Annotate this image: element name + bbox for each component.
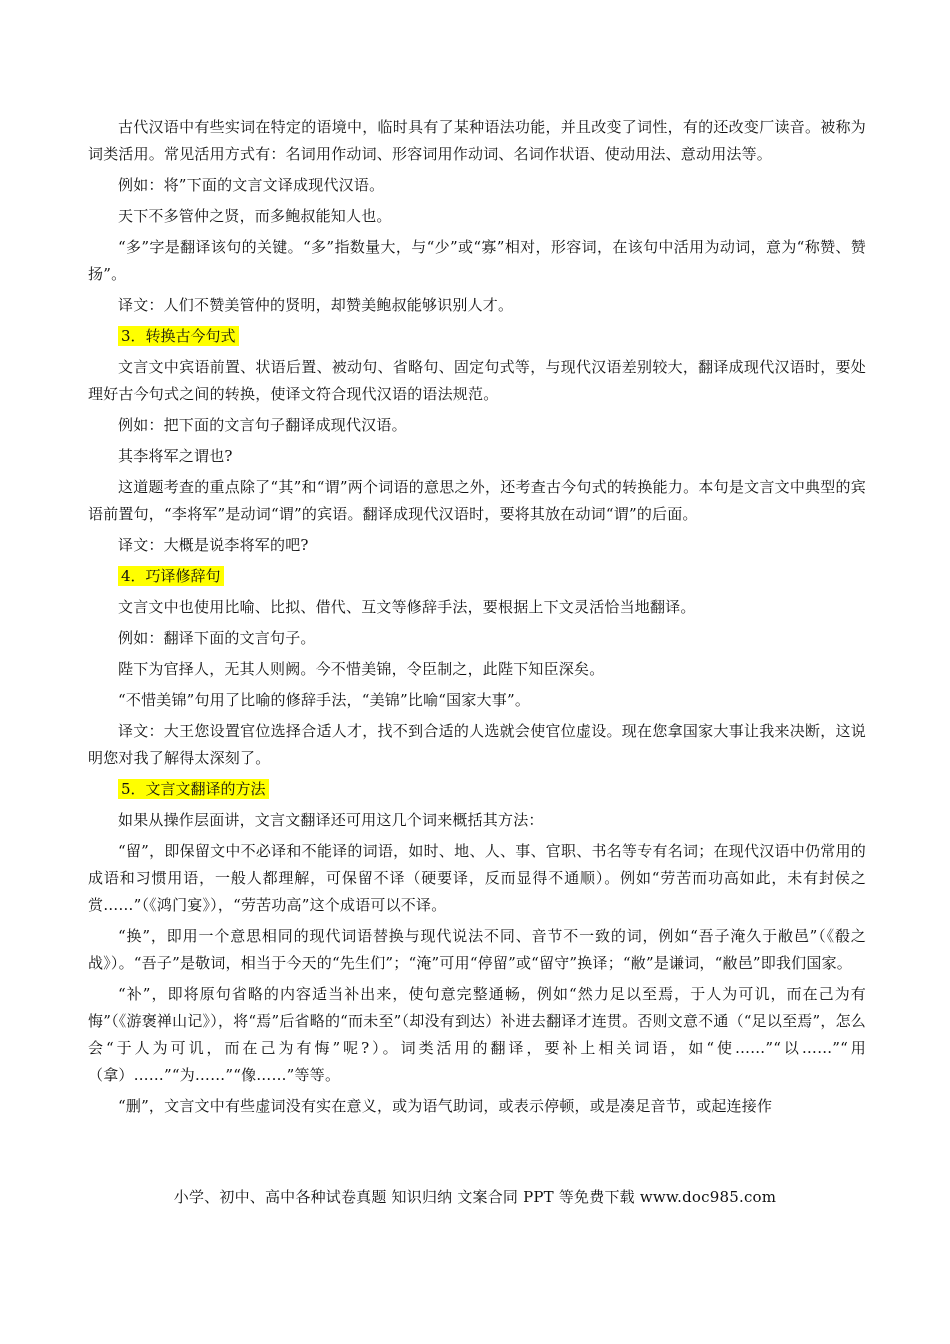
paragraph: “换”，即用一个意思相同的现代词语替换与现代说法不同、音节不一致的词，例如“吾子淹久于敝邑”（《殽之战》）。“吾子”是敬词，相当于今天的“先生们”；“淹”可用“停留”或“留守”换译；“敝”是谦词，“敝邑”即我们国家。: [88, 927, 866, 972]
paragraph: 译文：大概是说李将军的吧?: [118, 536, 309, 554]
section-heading-3: [88, 323, 866, 350]
paragraph: “补”，即将原句省略的内容适当补出来，使句意完整通畅，例如“然力足以至焉，于人为可讥，而在己为有悔”（《游褒禅山记》），将“焉”后省略的“而未至”（却没有到达）补进去翻译才连贯。否则文意不通（“足以至焉”，怎么会“于人为可讥，而在己为有悔”呢?）。词类活用的翻译，要补上相关词语，如“使……”“以……”“用（拿）……”“为……”“像……”等等。: [88, 985, 866, 1084]
paragraph: 例如：把下面的文言句子翻译成现代汉语。: [118, 416, 407, 434]
paragraph: 译文：人们不赞美管仲的贤明，却赞美鲍叔能够识别人才。: [118, 296, 514, 314]
section-heading-4: [88, 563, 866, 590]
paragraph: “多”字是翻译该句的关键。“多”指数量大，与“少”或“寡”相对，形容词，在该句中活用为动词，意为“称赞、赞扬”。: [88, 238, 866, 283]
paragraph: 译文：大王您设置官位选择合适人才，找不到合适的人选就会使官位虚设。现在您拿国家大事让我来决断，这说明您对我了解得太深刻了。: [88, 722, 866, 767]
highlighted-heading-text: 5．文言文翻译的方法: [118, 779, 269, 799]
paragraph: 文言文中宾语前置、状语后置、被动句、省略句、固定句式等，与现代汉语差别较大，翻译成现代汉语时，要处理好古今句式之间的转换，使译文符合现代汉语的语法规范。: [88, 358, 866, 403]
paragraph: “不惜美锦”句用了比喻的修辞手法，“美锦”比喻“国家大事”。: [118, 691, 531, 709]
paragraph: 天下不多管仲之贤，而多鲍叔能知人也。: [118, 207, 392, 225]
page-footer: 小学、初中、高中各种试卷真题 知识归纳 文案合同 PPT 等免费下载 www.doc985.com: [173, 1188, 777, 1206]
paragraph: 例如：将”下面的文言文译成现代汉语。: [118, 176, 385, 194]
paragraph: “留”，即保留文中不必译和不能译的词语，如时、地、人、事、官职、书名等专有名词；在现代汉语中仍常用的成语和习惯用语，一般人都理解，可保留不译（硬要译，反而显得不通顺）。例如“劳苦而功高如此，未有封侯之赏……”（《鸿门宴》），“劳苦功高”这个成语可以不译。: [88, 842, 866, 914]
section-heading-5: [88, 776, 866, 803]
paragraph: 例如：翻译下面的文言句子。: [118, 629, 316, 647]
highlighted-heading-text: 3．转换古今句式: [118, 326, 239, 346]
paragraph: “删”，文言文中有些虚词没有实在意义，或为语气助词，或表示停顿，或是凑足音节，或起连接作: [118, 1097, 773, 1115]
paragraph: 如果从操作层面讲，文言文翻译还可用这几个词来概括其方法：: [118, 811, 544, 829]
document-body: [88, 114, 866, 1124]
paragraph: 古代汉语中有些实词在特定的语境中，临时具有了某种语法功能，并且改变了词性，有的还改变厂读音。被称为词类活用。常见活用方式有：名词用作动词、形容词用作动词、名词作状语、使动用法、意动用法等。: [88, 118, 866, 163]
paragraph: 其李将军之谓也?: [118, 447, 233, 465]
paragraph: 陛下为官择人，无其人则阙。今不惜美锦，令臣制之，此陛下知臣深矣。: [118, 660, 605, 678]
highlighted-heading-text: 4．巧译修辞句: [118, 566, 224, 586]
paragraph: 这道题考查的重点除了“其”和“谓”两个词语的意思之外，还考查古今句式的转换能力。本句是文言文中典型的宾语前置句，“李将军”是动词“谓”的宾语。翻译成现代汉语时，要将其放在动词“谓”的后面。: [88, 478, 866, 523]
paragraph: 文言文中也使用比喻、比拟、借代、互文等修辞手法，要根据上下文灵活恰当地翻译。: [118, 598, 696, 616]
